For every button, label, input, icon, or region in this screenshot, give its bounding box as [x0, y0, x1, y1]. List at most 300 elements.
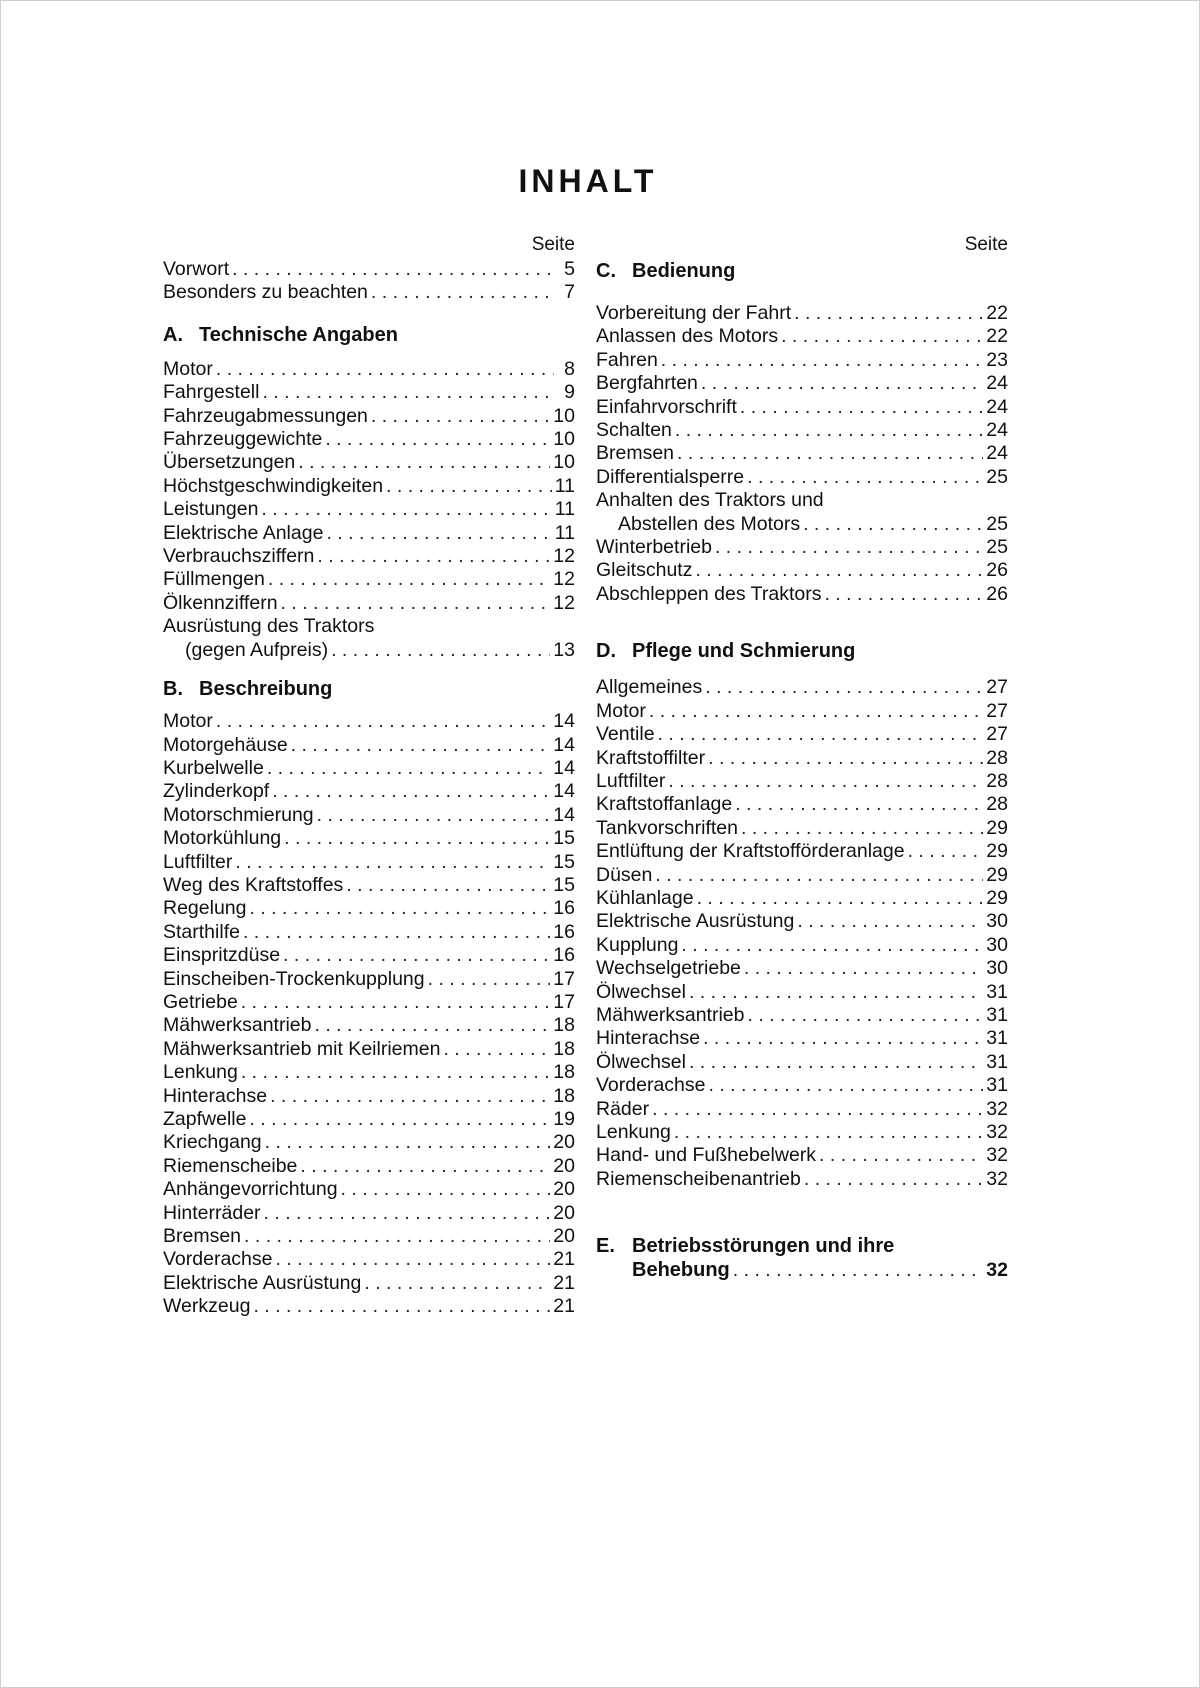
toc-entry[interactable]	[163, 1108, 575, 1131]
toc-entry[interactable]	[163, 405, 575, 428]
toc-entry-label: Anhalten des Traktors und	[596, 489, 824, 512]
toc-entry-page: 29	[986, 816, 1008, 839]
dot-leader	[232, 258, 554, 281]
toc-entry-page: 32	[986, 1167, 1008, 1190]
dot-leader	[708, 747, 983, 770]
dot-leader	[284, 827, 550, 850]
toc-entry[interactable]	[596, 793, 1008, 816]
dot-leader	[819, 1144, 983, 1167]
section-d-list	[596, 676, 1008, 1191]
toc-entry-page: 13	[553, 638, 575, 661]
toc-entry[interactable]	[163, 381, 575, 404]
toc-entry[interactable]	[163, 897, 575, 920]
dot-leader	[272, 780, 550, 803]
toc-entry-page: 32	[986, 1144, 1008, 1167]
toc-entry-label: Zapfwelle	[163, 1108, 247, 1130]
toc-entry-page: 12	[553, 568, 575, 591]
toc-entry-page: 10	[553, 404, 575, 427]
toc-entry-label: Allgemeines	[596, 676, 703, 699]
toc-entry[interactable]	[163, 545, 575, 568]
toc-entry-label: Anhängevorrichtung	[163, 1178, 338, 1201]
toc-entry-label: Luftfilter	[163, 850, 233, 873]
dot-leader	[655, 864, 983, 887]
toc-entry[interactable]	[163, 1272, 575, 1295]
toc-entry[interactable]	[596, 489, 1008, 512]
toc-entry-page: 30	[986, 933, 1008, 956]
toc-entry[interactable]	[163, 428, 575, 451]
toc-entry-page: 18	[553, 1061, 575, 1084]
toc-entry-label: Kurbelwelle	[163, 756, 264, 779]
toc-entry[interactable]	[163, 639, 575, 662]
toc-entry[interactable]	[163, 1202, 575, 1225]
toc-entry-label: Fahrzeugabmessungen	[163, 404, 368, 427]
dot-leader	[241, 991, 551, 1014]
section-c-list	[596, 302, 1008, 489]
toc-entry-label: Verbrauchsziffern	[163, 545, 315, 568]
toc-entry-label: Vorderachse	[163, 1248, 273, 1271]
toc-entry[interactable]	[163, 258, 575, 281]
toc-entry[interactable]	[163, 1248, 575, 1271]
toc-entry[interactable]	[163, 1014, 575, 1037]
toc-entry[interactable]	[163, 1085, 575, 1108]
toc-entry-page: 21	[553, 1295, 575, 1318]
toc-entry[interactable]	[596, 442, 1008, 465]
toc-entry-label: Riemenscheibenantrieb	[596, 1167, 801, 1190]
toc-right-column	[596, 232, 1008, 1283]
toc-entry-label: Ölwechsel	[596, 980, 686, 1003]
dot-leader	[300, 1155, 550, 1178]
page-title: INHALT	[518, 163, 658, 199]
toc-entry[interactable]	[596, 396, 1008, 419]
toc-entry-label: Entlüftung der Kraftstofförderanlage	[596, 840, 905, 863]
section-title: Betriebsstörungen und ihre	[632, 1235, 895, 1258]
toc-entry-label: Motor	[163, 710, 213, 733]
toc-entry-label: Elektrische Ausrüstung	[163, 1271, 362, 1294]
dot-leader	[715, 536, 983, 559]
toc-entry-label: Anlassen des Motors	[596, 325, 779, 348]
dot-leader	[744, 957, 983, 980]
toc-entry-label: Motorkühlung	[163, 827, 282, 850]
toc-entry-label: Düsen	[596, 863, 653, 886]
toc-entry-page: 28	[986, 746, 1008, 769]
dot-leader	[658, 723, 984, 746]
toc-entry-label: Weg des Kraftstoffes	[163, 873, 344, 896]
toc-entry-label: Ölwechsel	[596, 1050, 686, 1073]
toc-entry[interactable]	[596, 536, 1008, 559]
section-letter: C.	[596, 260, 616, 282]
toc-entry-page: 8	[564, 357, 575, 380]
toc-entry[interactable]	[163, 281, 575, 304]
toc-entry-label: Werkzeug	[163, 1295, 251, 1318]
toc-entry-page: 32	[986, 1259, 1008, 1282]
dot-leader	[781, 325, 983, 348]
dot-leader	[428, 968, 551, 991]
section-title: Beschreibung	[199, 678, 333, 701]
toc-intro-list	[163, 258, 575, 305]
toc-entry-page: 15	[553, 850, 575, 873]
toc-entry[interactable]	[163, 710, 575, 733]
dot-leader	[675, 419, 983, 442]
dot-leader	[747, 1004, 983, 1027]
toc-entry[interactable]	[596, 1074, 1008, 1097]
toc-entry[interactable]	[596, 676, 1008, 699]
toc-entry-label: Mähwerksantrieb	[596, 1003, 745, 1026]
dot-leader	[331, 639, 550, 662]
toc-entry-label: Gleitschutz	[596, 559, 693, 582]
dot-leader	[661, 349, 984, 372]
dot-leader	[689, 1051, 983, 1074]
toc-entry-page: 29	[986, 886, 1008, 909]
toc-entry-page: 31	[986, 1074, 1008, 1097]
toc-entry-page: 16	[553, 944, 575, 967]
dot-leader	[364, 1272, 550, 1295]
toc-entry-label: Übersetzungen	[163, 451, 296, 474]
toc-entry-label: Kühlanlage	[596, 886, 694, 909]
toc-entry[interactable]	[596, 559, 1008, 582]
section-a-list	[163, 358, 575, 615]
section-b-list	[163, 710, 575, 1319]
toc-entry-page: 14	[553, 756, 575, 779]
toc-entry-label: Räder	[596, 1097, 650, 1120]
dot-leader	[216, 710, 550, 733]
dot-leader	[317, 545, 550, 568]
dot-leader	[740, 396, 983, 419]
toc-entry-page: 28	[986, 793, 1008, 816]
toc-entry[interactable]	[163, 1038, 575, 1061]
toc-entry[interactable]	[163, 968, 575, 991]
dot-leader	[677, 442, 983, 465]
toc-entry[interactable]	[596, 770, 1008, 793]
toc-entry-label: Einspritzdüse	[163, 944, 281, 967]
toc-entry[interactable]	[596, 513, 1008, 536]
toc-entry-label: Abstellen des Motors	[618, 512, 801, 535]
section-e-heading	[596, 1233, 1008, 1259]
toc-entry[interactable]	[163, 780, 575, 803]
dot-leader	[652, 1098, 983, 1121]
toc-entry-label: Starthilfe	[163, 920, 240, 943]
toc-entry[interactable]	[163, 475, 575, 498]
toc-entry[interactable]	[596, 466, 1008, 489]
dot-leader	[668, 770, 983, 793]
toc-entry-page: 18	[553, 1084, 575, 1107]
dot-leader	[317, 804, 551, 827]
toc-entry[interactable]	[596, 325, 1008, 348]
dot-leader	[276, 1248, 551, 1271]
toc-entry[interactable]	[163, 1061, 575, 1084]
toc-entry[interactable]	[596, 302, 1008, 325]
toc-entry-label: Hinterachse	[163, 1084, 268, 1107]
toc-entry[interactable]	[596, 1121, 1008, 1144]
dot-leader	[697, 887, 984, 910]
toc-entry-label: Winterbetrieb	[596, 536, 712, 559]
dot-leader	[733, 1259, 984, 1282]
dot-leader	[314, 1014, 550, 1037]
toc-entry-page: 18	[553, 1014, 575, 1037]
toc-entry-label: Vorwort	[163, 258, 230, 280]
dot-leader	[695, 559, 983, 582]
toc-entry-label: Tankvorschriften	[596, 816, 738, 839]
toc-entry[interactable]	[163, 804, 575, 827]
dot-leader	[674, 1121, 983, 1144]
toc-entry-page: 20	[553, 1131, 575, 1154]
toc-entry[interactable]	[596, 817, 1008, 840]
dot-leader	[249, 897, 550, 920]
toc-entry-page: 12	[553, 545, 575, 568]
toc-entry-page: 9	[564, 381, 575, 404]
toc-entry[interactable]	[163, 522, 575, 545]
toc-entry-page: 15	[553, 873, 575, 896]
toc-entry-label: Kriechgang	[163, 1131, 262, 1154]
dot-leader	[735, 793, 983, 816]
toc-entry[interactable]	[596, 864, 1008, 887]
toc-entry-page: 11	[554, 498, 575, 521]
toc-entry-label: Getriebe	[163, 990, 238, 1013]
toc-entry-label: Bergfahrten	[596, 372, 698, 395]
toc-entry[interactable]	[596, 419, 1008, 442]
seite-header-left: Seite	[531, 234, 575, 255]
section-title: Pflege und Schmierung	[632, 640, 856, 663]
dot-leader	[908, 840, 984, 863]
toc-entry-label: Füllmengen	[163, 568, 265, 591]
toc-entry-label: Bremsen	[596, 442, 675, 465]
dot-leader	[244, 1225, 550, 1248]
toc-entry[interactable]	[163, 874, 575, 897]
dot-leader	[701, 372, 983, 395]
dot-leader	[235, 851, 550, 874]
toc-entry-page: 23	[986, 348, 1008, 371]
dot-leader	[264, 1202, 551, 1225]
toc-entry[interactable]	[596, 747, 1008, 770]
toc-entry-page: 25	[986, 536, 1008, 559]
toc-entry[interactable]	[163, 944, 575, 967]
toc-entry[interactable]	[163, 498, 575, 521]
toc-entry-page: 30	[986, 957, 1008, 980]
dot-leader	[216, 358, 554, 381]
toc-entry[interactable]	[163, 1295, 575, 1318]
dot-leader	[325, 428, 550, 451]
dot-leader	[268, 568, 550, 591]
dot-leader	[267, 757, 550, 780]
dot-leader	[649, 700, 983, 723]
toc-entry-page: 27	[986, 699, 1008, 722]
toc-entry-page: 26	[986, 559, 1008, 582]
toc-entry-label: Zylinderkopf	[163, 780, 270, 803]
toc-entry-label: (gegen Aufpreis)	[185, 638, 329, 661]
section-b-heading	[163, 676, 575, 702]
toc-entry-page: 10	[553, 428, 575, 451]
toc-entry-label: Bremsen	[163, 1225, 242, 1248]
toc-entry-label: Einfahrvorschrift	[596, 395, 737, 418]
toc-entry[interactable]	[163, 757, 575, 780]
toc-entry[interactable]	[163, 991, 575, 1014]
toc-entry-page: 32	[986, 1121, 1008, 1143]
section-d-heading	[596, 638, 1008, 664]
toc-entry-page: 24	[986, 442, 1008, 465]
toc-entry[interactable]	[596, 1098, 1008, 1121]
toc-entry-page: 15	[553, 827, 575, 850]
toc-entry[interactable]	[163, 921, 575, 944]
toc-entry[interactable]	[163, 734, 575, 757]
toc-left-column	[163, 232, 575, 1319]
toc-entry-page: 14	[553, 803, 575, 826]
dot-leader	[386, 475, 552, 498]
toc-entry[interactable]	[163, 1131, 575, 1154]
toc-entry[interactable]	[163, 1178, 575, 1201]
toc-entry-label: Fahrzeuggewichte	[163, 428, 323, 451]
toc-entry[interactable]	[596, 887, 1008, 910]
toc-entry-page: 31	[986, 1003, 1008, 1026]
toc-entry-page: 25	[986, 465, 1008, 488]
toc-entry-page: 24	[986, 419, 1008, 442]
toc-entry-page: 24	[986, 372, 1008, 395]
dot-leader	[794, 302, 983, 325]
toc-entry-label: Wechselgetriebe	[596, 957, 741, 980]
toc-entry-label: Mähwerksantrieb mit Keilriemen	[163, 1037, 441, 1060]
toc-entry[interactable]	[163, 1155, 575, 1178]
toc-entry[interactable]	[596, 840, 1008, 863]
toc-entry-page: 12	[553, 591, 575, 614]
dot-leader	[371, 405, 550, 428]
dot-leader	[741, 817, 983, 840]
toc-entry[interactable]	[596, 1051, 1008, 1074]
toc-entry-label: Hinterräder	[163, 1201, 261, 1224]
toc-entry[interactable]	[596, 583, 1008, 606]
toc-entry[interactable]	[163, 568, 575, 591]
toc-entry-page: 7	[564, 281, 575, 304]
toc-entry-page: 20	[553, 1201, 575, 1224]
toc-entry-page: 19	[553, 1108, 575, 1130]
dot-leader	[443, 1038, 550, 1061]
toc-entry-label: Ventile	[596, 723, 655, 746]
toc-entry-page: 31	[986, 980, 1008, 1003]
dot-leader	[243, 921, 550, 944]
toc-entry[interactable]	[596, 910, 1008, 933]
toc-entry-label: Hand- und Fußhebelwerk	[596, 1144, 817, 1167]
dot-leader	[681, 934, 983, 957]
toc-entry-page: 17	[553, 967, 575, 990]
toc-entry-page: 22	[986, 325, 1008, 348]
dot-leader	[705, 676, 983, 699]
toc-entry[interactable]	[596, 934, 1008, 957]
dot-leader	[298, 451, 550, 474]
toc-entry-page: 18	[553, 1037, 575, 1060]
dot-leader	[747, 466, 983, 489]
toc-entry-page: 20	[553, 1178, 575, 1201]
toc-entry[interactable]	[596, 700, 1008, 723]
dot-leader	[283, 944, 550, 967]
toc-entry-label: Besonders zu beachten	[163, 281, 368, 304]
toc-entry-page: 16	[553, 920, 575, 943]
toc-entry[interactable]	[596, 957, 1008, 980]
dot-leader	[291, 734, 551, 757]
toc-entry[interactable]	[596, 1144, 1008, 1167]
section-c-heading	[596, 258, 1008, 284]
toc-entry-page: 24	[986, 395, 1008, 418]
toc-entry-page: 17	[553, 990, 575, 1013]
toc-entry[interactable]	[163, 358, 575, 381]
toc-entry-label: Kraftstoffilter	[596, 746, 706, 769]
toc-entry-page: 22	[986, 302, 1008, 324]
toc-entry-page: 21	[553, 1271, 575, 1294]
toc-entry[interactable]	[163, 451, 575, 474]
dot-leader	[824, 583, 983, 606]
toc-entry[interactable]	[163, 1225, 575, 1248]
toc-entry-label: Regelung	[163, 897, 247, 920]
toc-entry-label: Elektrische Ausrüstung	[596, 910, 795, 933]
dot-leader	[371, 281, 554, 304]
section-letter: B.	[163, 678, 183, 701]
toc-entry[interactable]	[596, 1027, 1008, 1050]
dot-leader	[326, 522, 551, 545]
toc-entry-page: 21	[553, 1248, 575, 1271]
toc-entry[interactable]	[596, 372, 1008, 395]
toc-entry[interactable]	[596, 723, 1008, 746]
toc-entry-page: 14	[553, 780, 575, 803]
toc-entry[interactable]	[163, 615, 575, 638]
dot-leader	[262, 381, 554, 404]
toc-entry[interactable]	[596, 1168, 1008, 1191]
toc-entry[interactable]	[163, 592, 575, 615]
toc-entry-page: 26	[986, 582, 1008, 605]
toc-entry-page: 27	[986, 676, 1008, 699]
toc-entry-label: Motorschmierung	[163, 803, 314, 826]
dot-leader	[241, 1061, 550, 1084]
toc-entry-label: Elektrische Anlage	[163, 521, 324, 544]
toc-entry-page: 27	[986, 723, 1008, 746]
toc-entry[interactable]	[163, 851, 575, 874]
toc-entry-label: Motorgehäuse	[163, 733, 288, 756]
toc-entry[interactable]	[596, 349, 1008, 372]
toc-entry[interactable]	[596, 981, 1008, 1004]
dot-leader	[689, 981, 983, 1004]
toc-entry-label: Schalten	[596, 419, 672, 442]
toc-entry-page: 14	[553, 733, 575, 756]
toc-entry-page: 11	[554, 474, 575, 497]
toc-entry-page: 11	[554, 521, 575, 544]
section-title: Bedienung	[632, 260, 736, 282]
toc-entry-label: Riemenscheibe	[163, 1154, 298, 1177]
toc-entry-page: 31	[986, 1050, 1008, 1073]
toc-entry-page: 29	[986, 840, 1008, 863]
toc-entry[interactable]	[596, 1004, 1008, 1027]
toc-entry-page: 30	[986, 910, 1008, 933]
toc-entry-page: 32	[986, 1097, 1008, 1120]
section-letter: E.	[596, 1235, 615, 1258]
toc-entry-label: Vorderachse	[596, 1074, 706, 1097]
dot-leader	[797, 910, 983, 933]
toc-entry-page: 20	[553, 1154, 575, 1177]
dot-leader	[281, 592, 551, 615]
dot-leader	[253, 1295, 550, 1318]
toc-entry-page: 20	[553, 1225, 575, 1248]
dot-leader	[265, 1131, 551, 1154]
toc-entry-label: Motor	[596, 699, 646, 722]
dot-leader	[341, 1178, 551, 1201]
toc-entry-label: Differentialsperre	[596, 465, 745, 488]
seite-header-right: Seite	[964, 234, 1008, 255]
toc-entry[interactable]	[163, 827, 575, 850]
toc-entry-label: Höchstgeschwindigkeiten	[163, 474, 384, 497]
dot-leader	[803, 513, 983, 536]
toc-entry[interactable]	[596, 1259, 1008, 1282]
toc-entry-page: 28	[986, 769, 1008, 792]
section-title: Technische Angaben	[199, 323, 398, 346]
toc-entry-label: Lenkung	[596, 1121, 671, 1143]
dot-leader	[261, 498, 551, 521]
dot-leader	[249, 1108, 550, 1131]
section-letter: A.	[163, 323, 183, 346]
toc-entry-label: Vorbereitung der Fahrt	[596, 302, 792, 324]
